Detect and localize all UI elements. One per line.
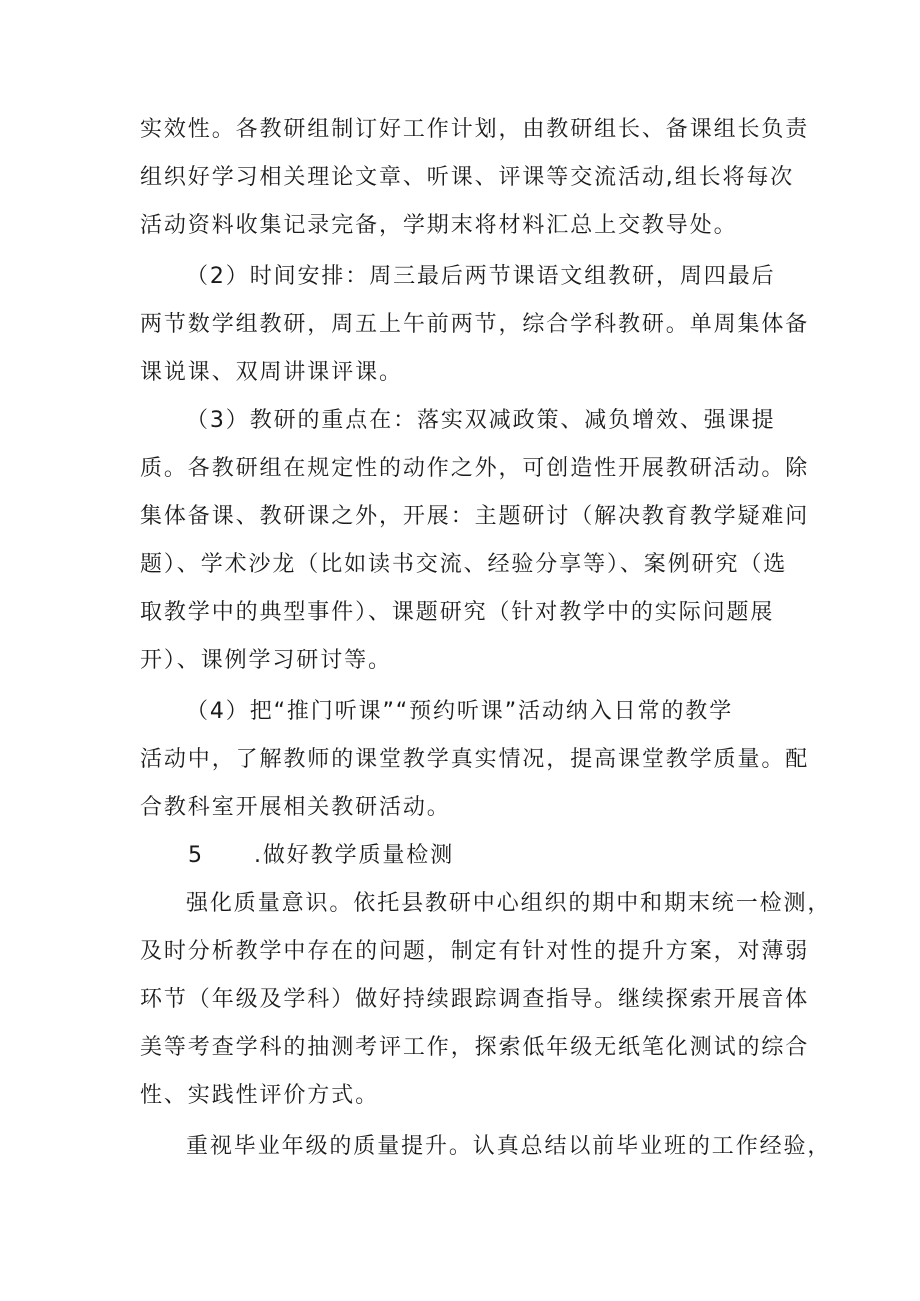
body-text-line: 集体备课、教研课之外，开展：主题研讨（解决教育教学疑难问 bbox=[140, 504, 810, 529]
section-heading: .做好教学质量检测 bbox=[254, 843, 455, 868]
body-text-line: 美等考查学科的抽测考评工作，探索低年级无纸笔化测试的综合 bbox=[140, 1035, 810, 1060]
body-text-line: 组织好学习相关理论文章、听课、评课等交流活动,组长将每次 bbox=[140, 165, 795, 190]
body-text-line: 性、实践性评价方式。 bbox=[140, 1083, 380, 1108]
body-text-line: 实效性。各教研组制订好工作计划，由教研组长、备课组长负责 bbox=[140, 117, 810, 142]
body-text-line: 取教学中的典型事件）、课题研究（针对教学中的实际问题展 bbox=[140, 600, 775, 625]
body-text-line: 及时分析教学中存在的问题，制定有针对性的提升方案，对薄弱 bbox=[140, 939, 810, 964]
body-text-line: 两节数学组教研，周五上午前两节，综合学科教研。单周集体备 bbox=[140, 312, 810, 337]
paragraph-first-line: （3）教研的重点在：落实双减政策、减负增效、强课提 bbox=[186, 408, 776, 433]
paragraph-first-line: （2）时间安排：周三最后两节课语文组教研，周四最后 bbox=[186, 264, 776, 289]
body-text-line: 质。各教研组在规定性的动作之外，可创造性开展教研活动。除 bbox=[140, 456, 810, 481]
section-number: 5 bbox=[188, 843, 202, 868]
paragraph-first-line: 重视毕业年级的质量提升。认真总结以前毕业班的工作经验， bbox=[186, 1134, 832, 1159]
body-text-line: 环节（年级及学科）做好持续跟踪调查指导。继续探索开展音体 bbox=[140, 987, 810, 1012]
body-text-line: 活动资料收集记录完备，学期末将材料汇总上交教导处。 bbox=[140, 213, 738, 238]
body-text-line: 开）、课例学习研讨等。 bbox=[140, 648, 392, 673]
paragraph-first-line: 强化质量意识。依托县教研中心组织的期中和期末统一检测， bbox=[186, 891, 832, 916]
body-text-line: 题）、学术沙龙（比如读书交流、经验分享等）、案例研究（选 bbox=[140, 552, 788, 577]
body-text-line: 活动中，了解教师的课堂教学真实情况，提高课堂教学质量。配 bbox=[140, 747, 810, 772]
paragraph-first-line: （4）把“推门听课”“预约听课”活动纳入日常的教学 bbox=[186, 699, 734, 724]
body-text-line: 合教科室开展相关教研活动。 bbox=[140, 795, 451, 820]
body-text-line: 课说课、双周讲课评课。 bbox=[140, 360, 403, 385]
